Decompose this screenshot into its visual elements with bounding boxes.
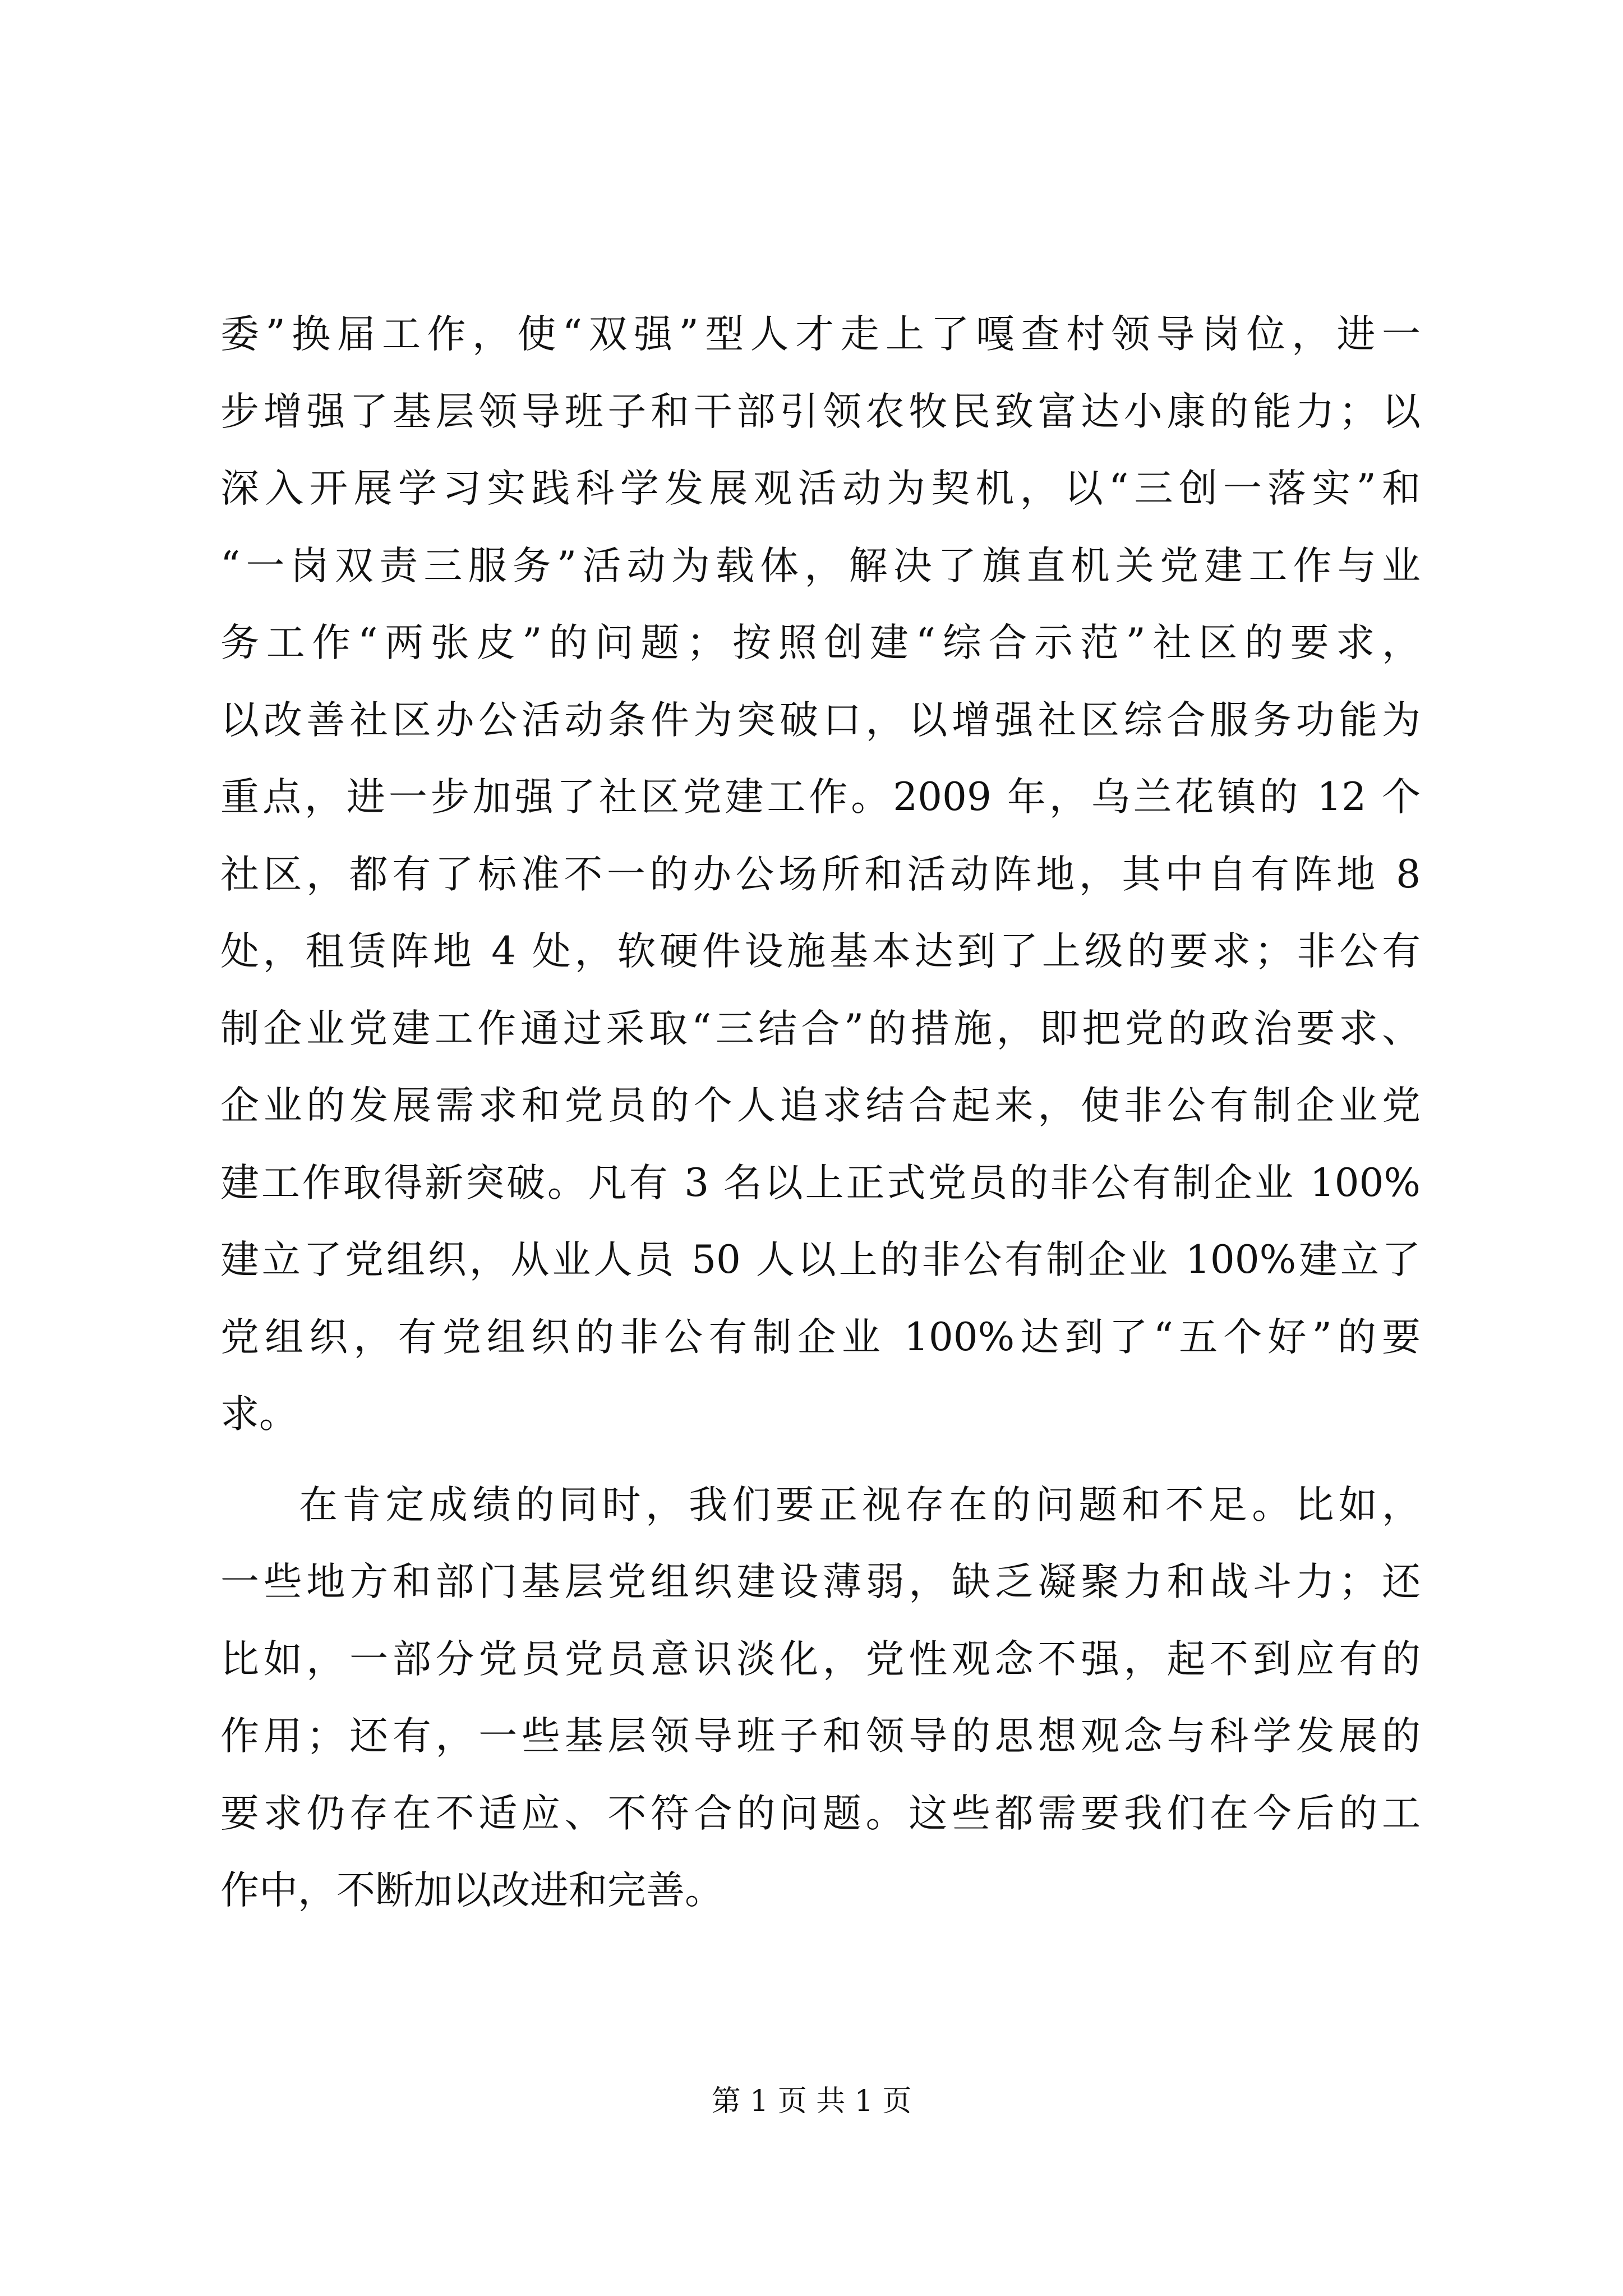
paragraph-line: 委”换届工作，使“双强”型人才走上了嘎查村领导岗位，进一 xyxy=(220,312,1421,357)
paragraph-line: 重点，进一步加强了社区党建工作。2009 年，乌兰花镇的 12 个 xyxy=(220,775,1421,820)
paragraph-line: 比如，一部分党员党员意识淡化，党性观念不强，起不到应有的 xyxy=(220,1636,1421,1682)
page-footer: 第 1 页 共 1 页 xyxy=(711,2085,912,2118)
paragraph-line: 党组织，有党组织的非公有制企业 100%达到了“五个好”的要 xyxy=(220,1314,1421,1360)
paragraph-line: 在肯定成绩的同时，我们要正视存在的问题和不足。比如， xyxy=(299,1482,1421,1527)
paragraph-line: 务工作“两张皮”的问题；按照创建“综合示范”社区的要求， xyxy=(220,620,1421,665)
paragraph-line: 社区，都有了标准不一的办公场所和活动阵地，其中自有阵地 8 xyxy=(220,852,1421,897)
paragraph-line: 一些地方和部门基层党组织建设薄弱，缺乏凝聚力和战斗力；还 xyxy=(220,1559,1421,1604)
body-text xyxy=(220,296,1421,1930)
paragraph-line: 求。 xyxy=(220,1392,298,1437)
paragraph-line: 以改善社区办公活动条件为突破口，以增强社区综合服务功能为 xyxy=(220,697,1421,743)
paragraph-line: “一岗双责三服务”活动为载体，解决了旗直机关党建工作与业 xyxy=(220,543,1421,588)
paragraph-2 xyxy=(220,1467,1421,1930)
paragraph-line: 建工作取得新突破。凡有 3 名以上正式党员的非公有制企业 100% xyxy=(220,1160,1421,1205)
paragraph-line: 作中，不断加以改进和完善。 xyxy=(220,1868,723,1913)
paragraph-spacer xyxy=(220,1453,1421,1467)
paragraph-line: 深入开展学习实践科学发展观活动为契机，以“三创一落实”和 xyxy=(220,466,1421,511)
paragraph-line: 要求仍存在不适应、不符合的问题。这些都需要我们在今后的工 xyxy=(220,1791,1421,1836)
paragraph-line: 企业的发展需求和党员的个人追求结合起来，使非公有制企业党 xyxy=(220,1083,1421,1128)
paragraph-line: 处，租赁阵地 4 处，软硬件设施基本达到了上级的要求；非公有 xyxy=(220,929,1421,974)
paragraph-line: 建立了党组织，从业人员 50 人以上的非公有制企业 100%建立了 xyxy=(220,1237,1421,1282)
paragraph-1 xyxy=(220,296,1421,1453)
paragraph-line: 步增强了基层领导班子和干部引领农牧民致富达小康的能力；以 xyxy=(220,389,1421,434)
paragraph-line: 作用；还有，一些基层领导班子和领导的思想观念与科学发展的 xyxy=(220,1714,1421,1759)
paragraph-line: 制企业党建工作通过采取“三结合”的措施，即把党的政治要求、 xyxy=(220,1006,1421,1051)
